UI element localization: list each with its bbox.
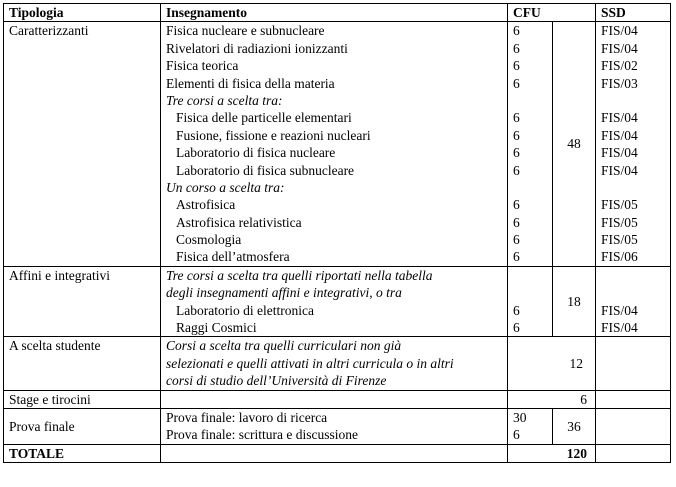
header-row [4, 4, 671, 22]
cfu-caratterizzanti [508, 22, 553, 266]
course-ssd [601, 179, 665, 196]
totale-value: 120 [508, 444, 596, 462]
tipologia-caratterizzanti: Caratterizzanti [4, 22, 161, 266]
total-scelta: 12 [508, 337, 596, 390]
course-name: Laboratorio di fisica subnucleare [176, 162, 355, 178]
course-ssd: FIS/04 [601, 110, 638, 126]
cfu-prova [508, 409, 553, 445]
course-cfu [513, 179, 547, 196]
course-cfu: 6 [513, 427, 520, 443]
ssd-caratterizzanti [596, 22, 671, 266]
header-insegnamento: Insegnamento [161, 4, 508, 22]
course-name: Fusione, fissione e reazioni nucleari [176, 127, 371, 143]
course-cfu: 6 [513, 214, 520, 230]
courses-prova [161, 409, 508, 445]
courses-stage [161, 390, 508, 408]
row-prova [4, 409, 671, 445]
course-cfu: 6 [513, 145, 520, 161]
row-stage [4, 390, 671, 408]
course-ssd: FIS/04 [601, 162, 638, 178]
course-ssd: FIS/04 [601, 145, 638, 161]
course-cfu [513, 92, 547, 109]
course-ssd [601, 267, 665, 284]
tipologia-affini: Affini e integrativi [4, 266, 161, 337]
description-line: Corsi a scelta tra quelli curriculari non già [166, 338, 402, 354]
courses-caratterizzanti [161, 22, 508, 266]
row-totale [4, 444, 671, 462]
course-cfu: 6 [513, 320, 520, 336]
course-cfu [513, 267, 547, 284]
total-affini: 18 [553, 266, 596, 337]
course-name: Cosmologia [176, 232, 242, 248]
course-name: Rivelatori di radiazioni ionizzanti [166, 40, 348, 56]
row-caratterizzanti [4, 22, 671, 266]
tipologia-stage: Stage e tirocini [4, 390, 161, 408]
course-name: Raggi Cosmici [176, 320, 257, 336]
course-cfu: 6 [513, 249, 520, 265]
course-name: Elementi di fisica della materia [166, 75, 335, 91]
course-name: Prova finale: lavoro di ricerca [166, 410, 328, 426]
total-stage: 6 [508, 390, 596, 408]
course-cfu: 30 [513, 410, 527, 426]
course-ssd: FIS/04 [601, 320, 638, 336]
course-ssd: FIS/02 [601, 58, 638, 74]
ssd-stage [596, 390, 671, 408]
total-prova: 36 [553, 409, 596, 445]
course-ssd: FIS/04 [601, 127, 638, 143]
description-line: selezionati e quelli attivati in altri curricula o in altri [166, 355, 454, 371]
course-cfu [513, 284, 547, 301]
totale-label: TOTALE [4, 444, 161, 462]
tipologia-prova: Prova finale [4, 409, 161, 445]
course-cfu: 6 [513, 23, 520, 39]
ssd-prova [596, 409, 671, 445]
course-name: Un corso a scelta tra: [166, 179, 285, 195]
course-cfu: 6 [513, 197, 520, 213]
course-name: Fisica delle particelle elementari [176, 110, 352, 126]
description-line: corsi di studio dell’Università di Firenze [166, 373, 387, 389]
courses-affini [161, 266, 508, 337]
course-cfu: 6 [513, 127, 520, 143]
course-ssd: FIS/06 [601, 249, 638, 265]
header-ssd: SSD [596, 4, 671, 22]
header-cfu: CFU [508, 4, 596, 22]
course-ssd: FIS/05 [601, 197, 638, 213]
cfu-affini [508, 266, 553, 337]
tipologia-scelta: A scelta studente [4, 337, 161, 390]
course-name: Laboratorio di fisica nucleare [176, 145, 336, 161]
course-name: Laboratorio di elettronica [176, 302, 314, 318]
ssd-affini [596, 266, 671, 337]
totale-empty [161, 444, 508, 462]
course-name: Tre corsi a scelta tra quelli riportati nella tabella [166, 267, 433, 283]
course-cfu: 6 [513, 232, 520, 248]
totale-ssd [596, 444, 671, 462]
row-affini [4, 266, 671, 337]
course-cfu: 6 [513, 110, 520, 126]
course-name: Astrofisica relativistica [176, 214, 302, 230]
course-name: Fisica nucleare e subnucleare [166, 23, 325, 39]
course-name: degli insegnamenti affini e integrativi, o tra [166, 285, 402, 301]
course-name: Fisica dell’atmosfera [176, 249, 290, 265]
total-caratterizzanti: 48 [553, 22, 596, 266]
course-cfu: 6 [513, 58, 520, 74]
course-ssd: FIS/05 [601, 232, 638, 248]
course-ssd: FIS/04 [601, 23, 638, 39]
course-ssd: FIS/04 [601, 302, 638, 318]
course-ssd [601, 284, 665, 301]
course-ssd: FIS/05 [601, 214, 638, 230]
course-name: Fisica teorica [166, 58, 239, 74]
course-cfu: 6 [513, 40, 520, 56]
course-cfu: 6 [513, 302, 520, 318]
header-tipologia: Tipologia [4, 4, 161, 22]
row-scelta [4, 337, 671, 390]
course-name: Tre corsi a scelta tra: [166, 92, 283, 108]
course-ssd: FIS/03 [601, 75, 638, 91]
ssd-scelta [596, 337, 671, 390]
courses-scelta [161, 337, 508, 390]
course-name: Prova finale: scrittura e discussione [166, 427, 358, 443]
course-cfu: 6 [513, 75, 520, 91]
curriculum-table [3, 3, 671, 463]
course-name: Astrofisica [176, 197, 236, 213]
course-cfu: 6 [513, 162, 520, 178]
course-ssd: FIS/04 [601, 40, 638, 56]
course-ssd [601, 92, 665, 109]
